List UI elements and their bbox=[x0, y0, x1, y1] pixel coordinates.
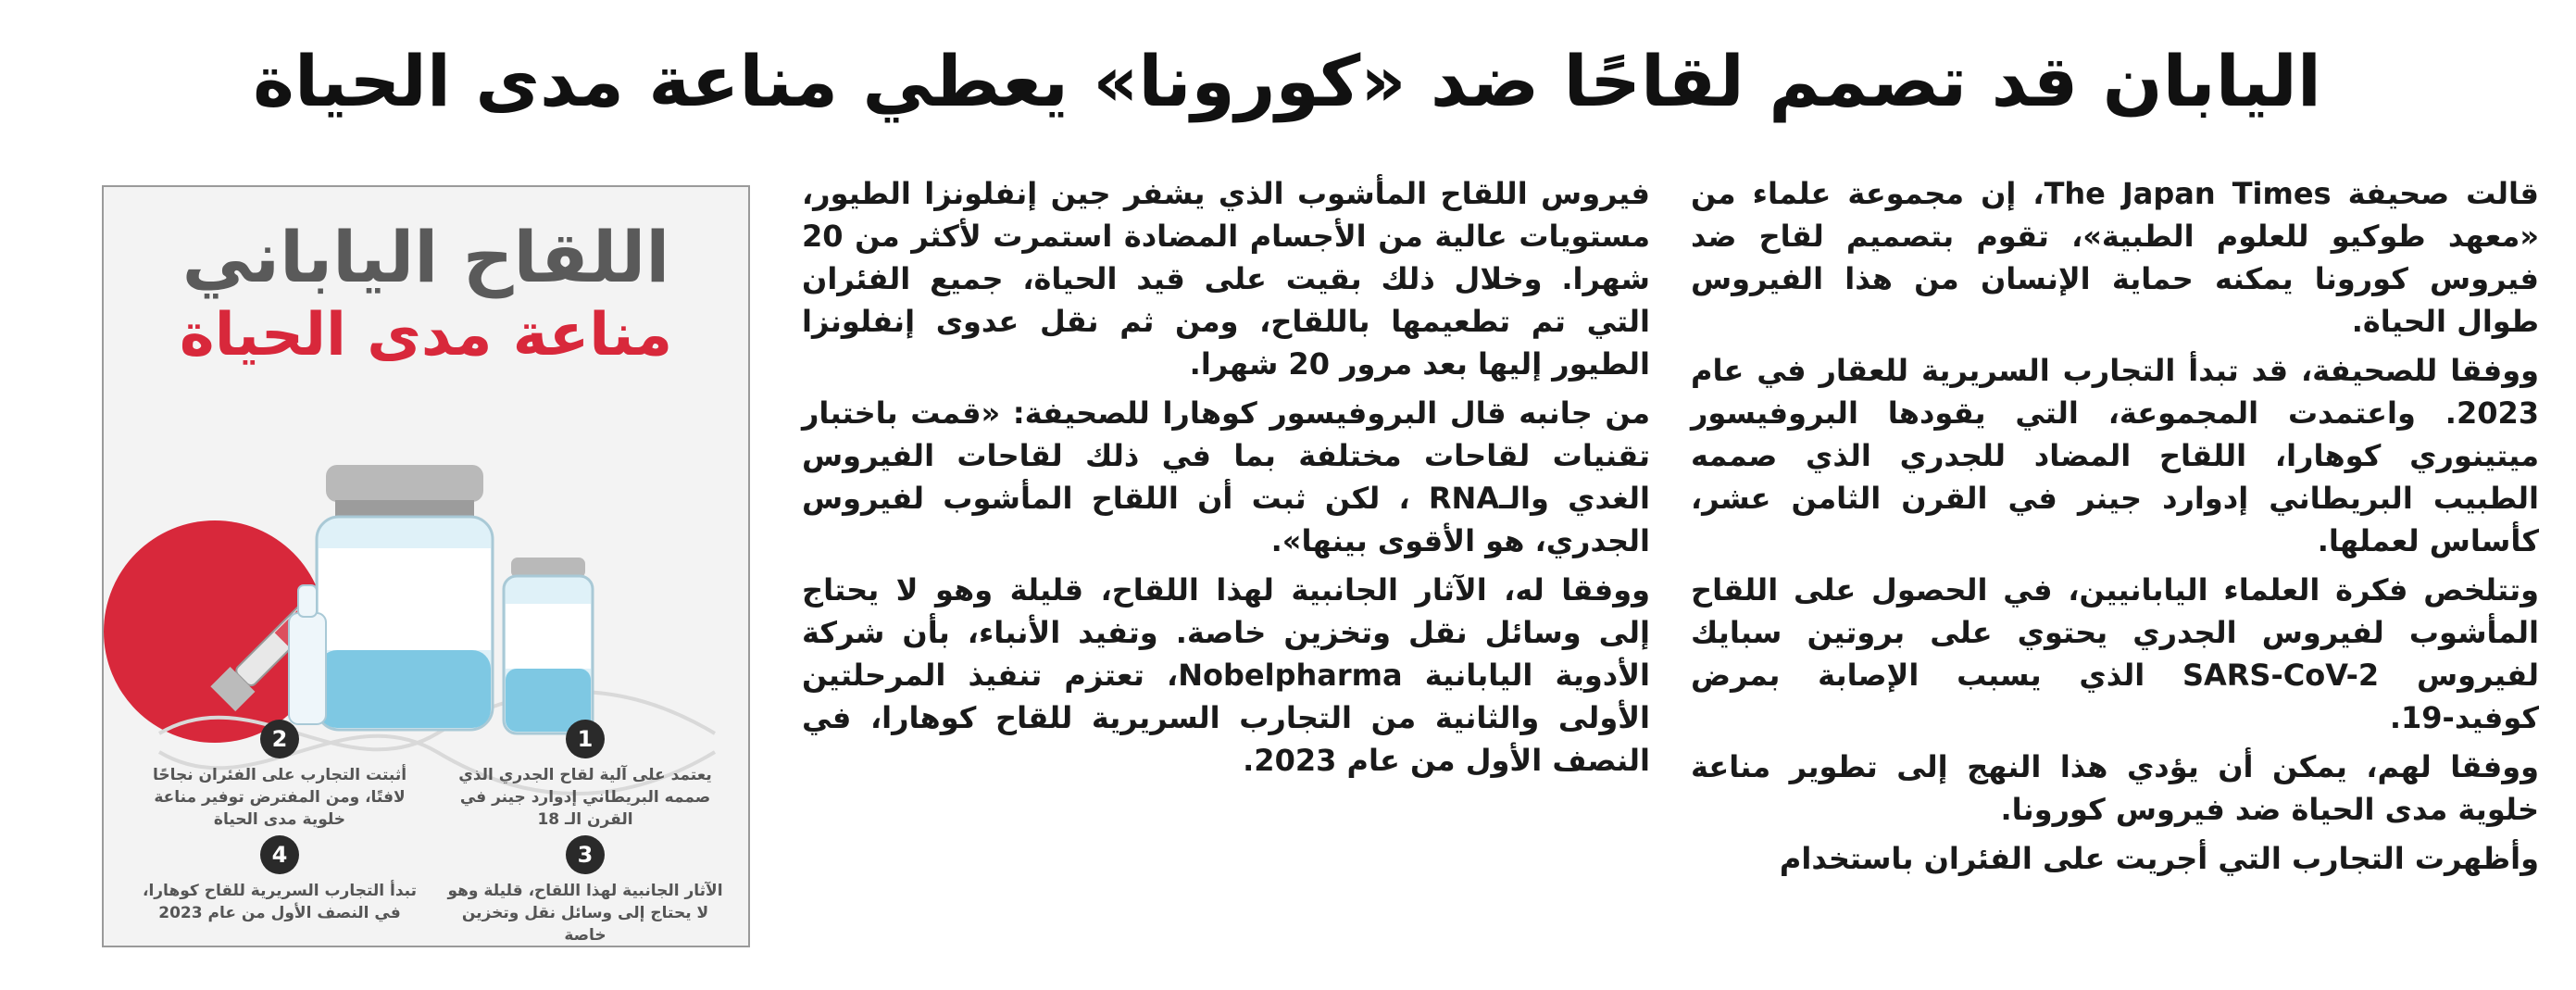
article-column-right bbox=[1691, 172, 2539, 886]
paragraph: ووفقا للصحيفة، قد تبدأ التجارب السريرية للعقار في عام 2023. واعتمدت المجموعة، التي يقودها البروفيسور ميتينوري كوهارا، اللقاح المضاد للجدري الذي صممه الطبيب البريطاني إدوارد جينر في القرن الثامن عشر، كأساس لعملها. bbox=[1691, 353, 2539, 558]
paragraph: وتتلخص فكرة العلماء اليابانيين، في الحصول على اللقاح المأشوب لفيروس الجدري يحتوي على بروتين سبايك لفيروس SARS-CoV-2 الذي يسبب الإصابة بمرض كوفيد-19. bbox=[1691, 572, 2540, 735]
large-vial-icon bbox=[317, 465, 493, 730]
paragraph: من جانبه قال البروفيسور كوهارا للصحيفة: «قمت باختبار تقنيات لقاحات مختلفة بما في ذلك لقاحات الفيروس الغدي والـRNA ، لكن ثبت أن اللقاح المأشوب لفيروس الجدري، هو الأقوى بينها». bbox=[802, 395, 1651, 558]
infographic-step bbox=[446, 835, 724, 946]
paragraph: ووفقا لهم، يمكن أن يؤدي هذا النهج إلى تطوير مناعة خلوية مدى الحياة ضد فيروس كورونا. bbox=[1691, 749, 2539, 827]
vaccine-infographic bbox=[102, 185, 750, 947]
article-column-middle bbox=[802, 172, 1650, 788]
step-number-badge: 3 bbox=[566, 835, 605, 874]
step-text: تبدأ التجارب السريرية للقاح كوهارا، في النصف الأول من عام 2023 bbox=[142, 882, 417, 922]
step-number-badge: 2 bbox=[260, 720, 299, 758]
paragraph: قالت صحيفة The Japan Times، إن مجموعة علماء من «معهد طوكيو للعلوم الطبية»، تقوم بتصميم لقاح ضد فيروس كورونا يمكنه حماية الإنسان من هذا الفيروس طوال الحياة. bbox=[1691, 176, 2540, 339]
step-number-badge: 1 bbox=[566, 720, 605, 758]
small-vial-icon bbox=[504, 558, 593, 733]
step-text: يعتمد على آلية لقاح الجدري الذي صممه البريطاني إدوارد جينر في القرن الـ 18 bbox=[458, 766, 712, 829]
infographic-title: اللقاح الياباني bbox=[181, 216, 670, 298]
paragraph: وأظهرت التجارب التي أجريت على الفئران باستخدام bbox=[1779, 841, 2539, 876]
step-text: أثبتت التجارب على الفئران نجاحًا لافتًا، ومن المفترض توفير مناعة خلوية مدى الحياة bbox=[152, 766, 407, 829]
infographic-subtitle: مناعة مدى الحياة bbox=[179, 301, 673, 370]
infographic-step bbox=[141, 835, 419, 924]
infographic-step bbox=[446, 720, 724, 831]
infographic-step bbox=[141, 720, 419, 831]
paragraph: فيروس اللقاح المأشوب الذي يشفر جين إنفلونزا الطيور، مستويات عالية من الأجسام المضادة استمرت لأكثر من 20 شهرا. وخلال ذلك بقيت على قيد الحياة، جميع الفئران التي تم تطعيمها باللقاح، ومن ثم نقل عدوى إنفلونزا الطيور إليها بعد مرور 20 شهرا. bbox=[802, 176, 1650, 382]
step-text: الآثار الجانبية لهذا اللقاح، قليلة وهو لا يحتاج إلى وسائل نقل وتخزين خاصة bbox=[447, 882, 723, 945]
paragraph: ووفقا له، الآثار الجانبية لهذا اللقاح، قليلة وهو لا يحتاج إلى وسائل نقل وتخزين خاصة. وتفيد الأنباء، بأن شركة الأدوية اليابانية Nobelpharma، تعتزم تنفيذ المرحلتين الأولى والثانية من التجارب السريرية للقاح كوهارا، في النصف الأول من عام 2023. bbox=[802, 572, 1651, 778]
headline: اليابان قد تصمم لقاحًا ضد «كورونا» يعطي مناعة مدى الحياة bbox=[253, 40, 2321, 122]
step-number-badge: 4 bbox=[260, 835, 299, 874]
